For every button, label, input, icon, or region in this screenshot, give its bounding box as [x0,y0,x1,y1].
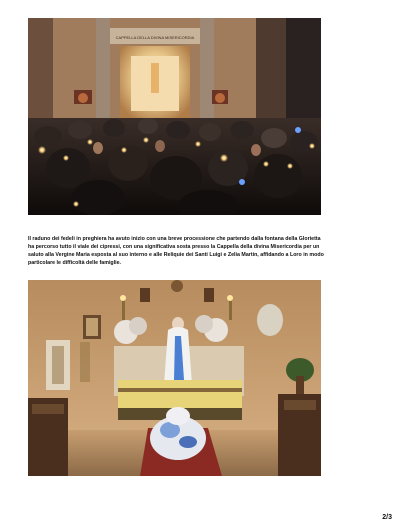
chapel-sign-text: CAPPELLA DELLA DIVINA MISERICORDIA [115,35,195,40]
page-number: 2/3 [382,514,392,521]
photo-chapel-interior [28,280,321,476]
photo-night-procession [28,18,321,215]
photo-caption: Il raduno dei fedeli in preghiera ha avuto inizio con una breve processione che partendo dalla fontana della Glorietta ha percorso tutto il viale dei cipressi, con una significativa sosta presso la Cappella della divina Misericordia per un saluto alla Vergine Maria esposta al suo interno e alle Reliquie dei Santi Luigi e Zelia Martin, affidando a Loro in modo particolare le difficoltà delle famiglie. [28,236,324,266]
